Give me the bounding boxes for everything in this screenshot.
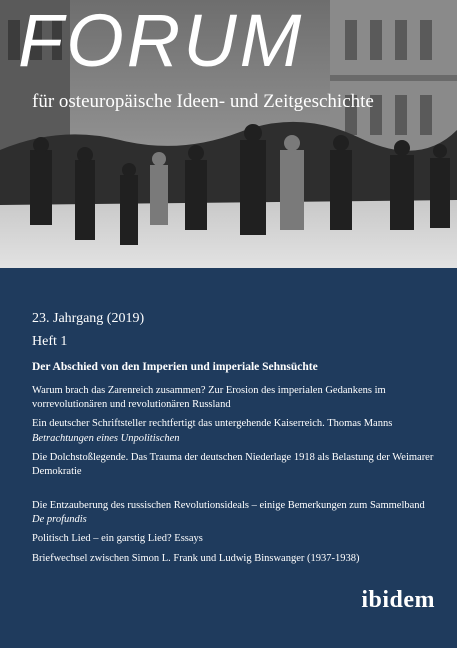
article-title: [32, 417, 437, 445]
article-text: Ein deutscher Schriftsteller rechtfertigt das untergehende Kaiserreich. Thomas Manns: [32, 418, 393, 430]
issue-number: Heft 1: [32, 334, 68, 349]
article-title: [32, 499, 437, 527]
issue-theme: Der Abschied von den Imperien und imperiale Sehnsüchte: [32, 361, 318, 373]
section-gap: [32, 484, 437, 499]
article-title: [32, 451, 437, 479]
article-list-2: [32, 499, 437, 566]
article-list-1: [32, 384, 437, 479]
article-text: Politisch Lied – ein garstig Lied? Essays: [32, 533, 203, 545]
journal-title: FORUM: [18, 0, 305, 82]
article-text: Die Dolchstoßlegende. Das Trauma der deutschen Niederlage 1918 als Belastung der Weimarer Demokratie: [32, 451, 434, 477]
article-text: Warum brach das Zarenreich zusammen? Zur Erosion des imperialen Gedankens im vorrevolutionären und revolutionären Russland: [32, 385, 386, 411]
publisher-logo: ibidem: [361, 587, 435, 613]
article-title: [32, 552, 437, 566]
journal-subtitle: für osteuropäische Ideen- und Zeitgeschichte: [32, 91, 374, 112]
article-text: Die Entzauberung des russischen Revolutionsideals – einige Bemerkungen zum Sammelband: [32, 500, 425, 512]
contents-block: [32, 311, 437, 571]
article-title: [32, 532, 437, 546]
volume-year: 23. Jahrgang (2019): [32, 311, 145, 326]
article-text: Briefwechsel zwischen Simon L. Frank und Ludwig Binswanger (1937-1938): [32, 552, 360, 564]
article-italic-text: De profundis: [32, 514, 87, 526]
article-italic-text: Betrachtungen eines Unpolitischen: [32, 432, 180, 444]
article-title: [32, 384, 437, 412]
